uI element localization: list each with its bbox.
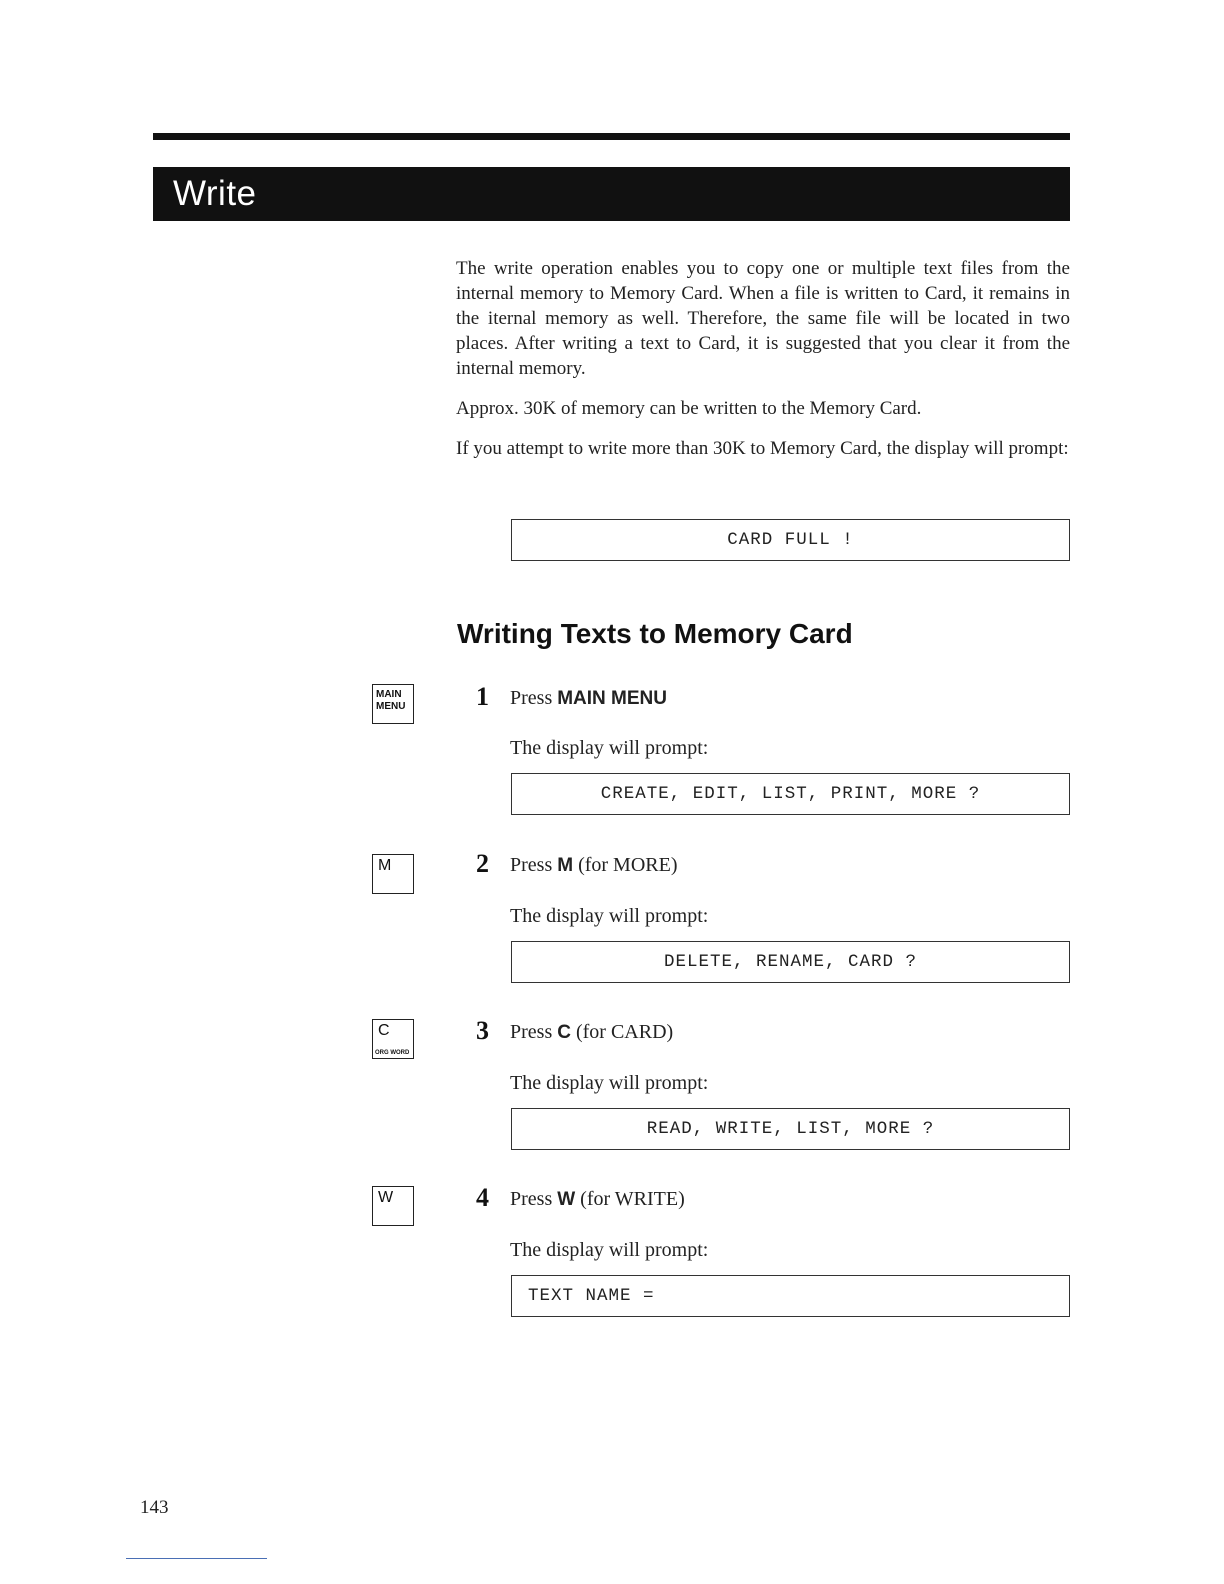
prompt-label: The display will prompt: bbox=[510, 1239, 709, 1261]
m-key-icon bbox=[372, 854, 414, 894]
display-card-full: CARD FULL ! bbox=[511, 519, 1070, 561]
step-instruction bbox=[510, 851, 678, 880]
intro-paragraph-2: Approx. 30K of memory can be written to the Memory Card. bbox=[456, 398, 922, 419]
title-bar bbox=[153, 167, 1070, 221]
footer-rule bbox=[126, 1558, 267, 1559]
prompt-label: The display will prompt: bbox=[510, 737, 709, 759]
step-prefix: Press bbox=[510, 687, 558, 709]
intro-paragraph-3: If you attempt to write more than 30K to Memory Card, the display will prompt: bbox=[456, 438, 1069, 459]
page-number: 143 bbox=[140, 1497, 169, 1518]
keycap-label: C bbox=[378, 1022, 390, 1039]
page-title: Write bbox=[173, 174, 257, 213]
keycap-label: M bbox=[378, 857, 392, 874]
step-suffix: (for MORE) bbox=[573, 854, 678, 876]
step-instruction bbox=[510, 1185, 685, 1214]
step-key: M bbox=[557, 855, 574, 876]
keycap-label: MAIN MENU bbox=[376, 689, 406, 712]
display-card-menu: READ, WRITE, LIST, MORE ? bbox=[511, 1108, 1070, 1150]
keycap-label: W bbox=[378, 1189, 394, 1206]
step-suffix: (for CARD) bbox=[570, 1021, 674, 1043]
intro-paragraph-1: The write operation enables you to copy one or multiple text files from the internal memory to Memory Card. When a file is written to Card, it remains in the iternal memory as well. Therefore, the same file will be located in two places. After writing a text to Card, it is suggested that you clear it from the internal memory. bbox=[456, 258, 1070, 379]
display-more-menu: DELETE, RENAME, CARD ? bbox=[511, 941, 1070, 983]
main-menu-key-icon bbox=[372, 684, 414, 724]
c-key-icon bbox=[372, 1019, 414, 1059]
display-main-menu: CREATE, EDIT, LIST, PRINT, MORE ? bbox=[511, 773, 1070, 815]
step-number: 3 bbox=[476, 1016, 489, 1045]
step-key: C bbox=[557, 1022, 571, 1043]
step-prefix: Press bbox=[510, 1188, 558, 1210]
step-key: MAIN MENU bbox=[557, 688, 668, 709]
prompt-label: The display will prompt: bbox=[510, 905, 709, 927]
step-instruction bbox=[510, 1018, 673, 1047]
step-prefix: Press bbox=[510, 854, 558, 876]
step-instruction bbox=[510, 684, 667, 713]
step-number: 1 bbox=[476, 682, 489, 711]
step-key: W bbox=[557, 1189, 576, 1210]
step-number: 4 bbox=[476, 1183, 489, 1212]
step-suffix: (for WRITE) bbox=[575, 1188, 685, 1210]
section-title: Writing Texts to Memory Card bbox=[457, 618, 853, 649]
prompt-label: The display will prompt: bbox=[510, 1072, 709, 1094]
intro-section bbox=[456, 256, 1070, 464]
step-number: 2 bbox=[476, 849, 489, 878]
keycap-sub-label: ORG WORD bbox=[375, 1050, 410, 1056]
w-key-icon bbox=[372, 1186, 414, 1226]
display-text-name: TEXT NAME = bbox=[511, 1275, 1070, 1317]
step-prefix: Press bbox=[510, 1021, 558, 1043]
top-rule bbox=[153, 133, 1070, 140]
